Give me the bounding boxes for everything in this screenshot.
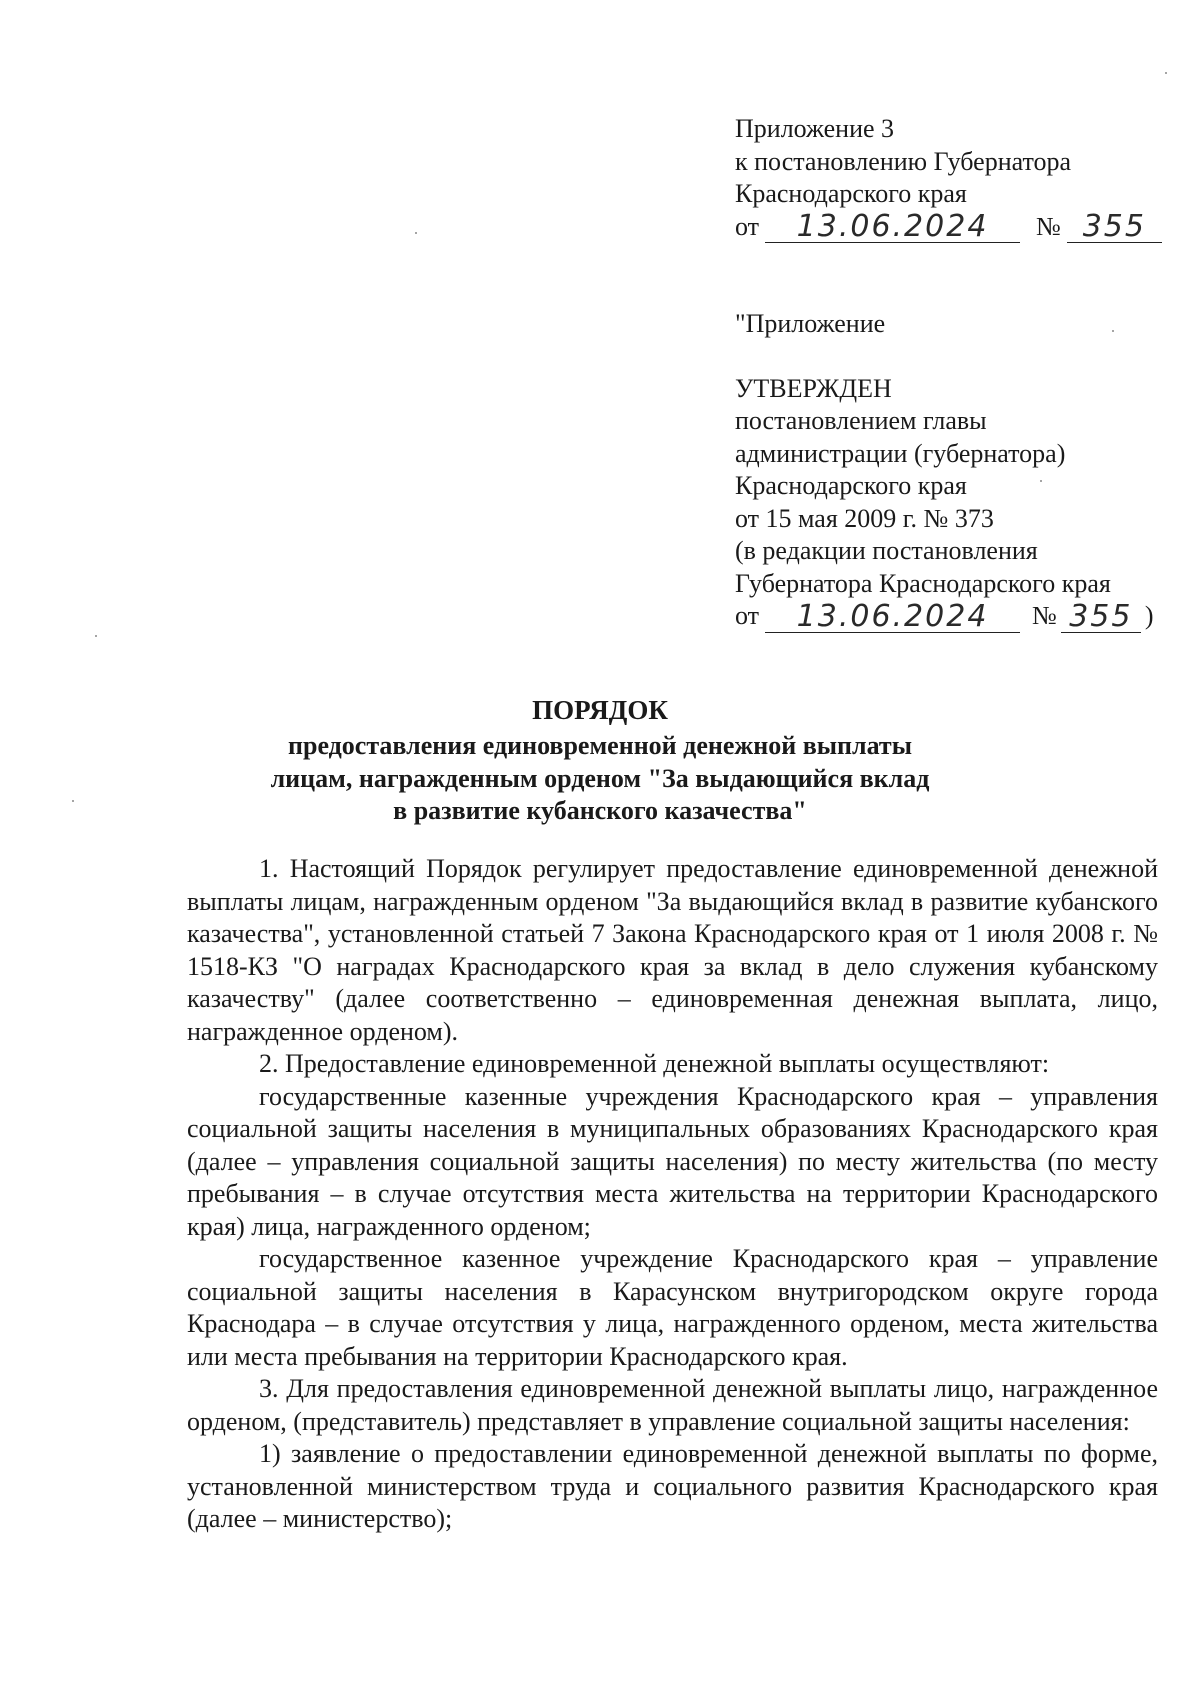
date-prefix: от bbox=[735, 601, 760, 630]
approval-line-6: Губернатора Краснодарского края bbox=[735, 568, 1111, 598]
appendix-reference: к постановлению Губернатора bbox=[735, 146, 1072, 176]
scan-speck bbox=[415, 232, 417, 234]
approval-label: "Приложение bbox=[735, 309, 886, 338]
subtitle-line-1: предоставления единовременной денежной выплаты bbox=[288, 731, 912, 760]
approval-date-row bbox=[735, 600, 1154, 633]
document-title: ПОРЯДОК bbox=[532, 695, 668, 725]
number-prefix: № bbox=[1032, 601, 1057, 630]
scan-speck bbox=[1040, 480, 1042, 482]
paragraph-3: государственные казенные учреждения Краснодарского края – управления социальной защиты населения в муниципальных образованиях Краснодарского края (далее – управления социальной защиты населения) по месту жительства (по месту пребывания – в случае отсутствия места жительства на территории Краснодарского края) лица, награжденного орденом; bbox=[187, 1081, 1158, 1241]
approval-block bbox=[735, 308, 1154, 633]
handwritten-number: 355 bbox=[1067, 212, 1162, 243]
handwritten-number: 355 bbox=[1061, 602, 1141, 633]
paragraph-4: государственное казенное учреждение Краснодарского края – управление социальной защиты населения в Карасунском внутригородском округе города Краснодара – в случае отсутствия у лица, награжденного орденом, места жительства или места пребывания на территории Краснодарского края. bbox=[187, 1244, 1158, 1371]
appendix-date-row bbox=[735, 211, 1162, 244]
approved-stamp-text: УТВЕРЖДЕН bbox=[735, 373, 892, 403]
appendix-region: Краснодарского края bbox=[735, 179, 967, 208]
appendix-header bbox=[735, 113, 1162, 243]
paragraph-6: 1) заявление о предоставлении единовременной денежной выплаты по форме, установленной министерством труда и социального развития Краснодарского края (далее – министерство); bbox=[187, 1439, 1158, 1533]
document-subtitle bbox=[0, 730, 1200, 828]
paragraph-5: 3. Для предоставления единовременной денежной выплаты лицо, награжденное орденом, (представитель) представляет в управление социальной защиты населения: bbox=[187, 1374, 1158, 1436]
paragraph-1: 1. Настоящий Порядок регулирует предоставление единовременной денежной выплаты лицам, награжденным орденом "За выдающийся вклад в развитие кубанского казачества", установленной статьей 7 Закона Краснодарского края от 1 июля 2008 г. № 1518-КЗ "О наградах Краснодарского края за вклад в дело служения кубанскому казачеству" (далее соответственно – единовременная денежная выплата, лицо, награжденное орденом). bbox=[187, 854, 1158, 1046]
closing-paren: ) bbox=[1144, 601, 1154, 630]
document-body bbox=[187, 853, 1158, 1536]
approval-line-1: постановлением главы bbox=[735, 406, 987, 435]
subtitle-line-3: в развитие кубанского казачества" bbox=[393, 796, 807, 825]
approval-line-5: (в редакции постановления bbox=[735, 536, 1038, 565]
approval-line-4: от 15 мая 2009 г. № 373 bbox=[735, 503, 994, 533]
scan-speck bbox=[95, 635, 97, 637]
scan-speck bbox=[72, 800, 74, 802]
appendix-number: Приложение 3 bbox=[735, 114, 895, 143]
handwritten-date: 13.06.2024 bbox=[765, 212, 1020, 243]
handwritten-date: 13.06.2024 bbox=[765, 602, 1020, 633]
number-prefix: № bbox=[1036, 211, 1061, 241]
approval-line-2: администрации (губернатора) bbox=[735, 438, 1066, 468]
date-prefix: от bbox=[735, 211, 760, 241]
scan-speck bbox=[1165, 72, 1167, 74]
subtitle-line-2: лицам, награжденным орденом "За выдающийся вклад bbox=[270, 763, 930, 793]
approval-line-3: Краснодарского края bbox=[735, 471, 967, 500]
paragraph-2: 2. Предоставление единовременной денежной выплаты осуществляют: bbox=[259, 1049, 1050, 1078]
scan-speck bbox=[1112, 330, 1114, 332]
